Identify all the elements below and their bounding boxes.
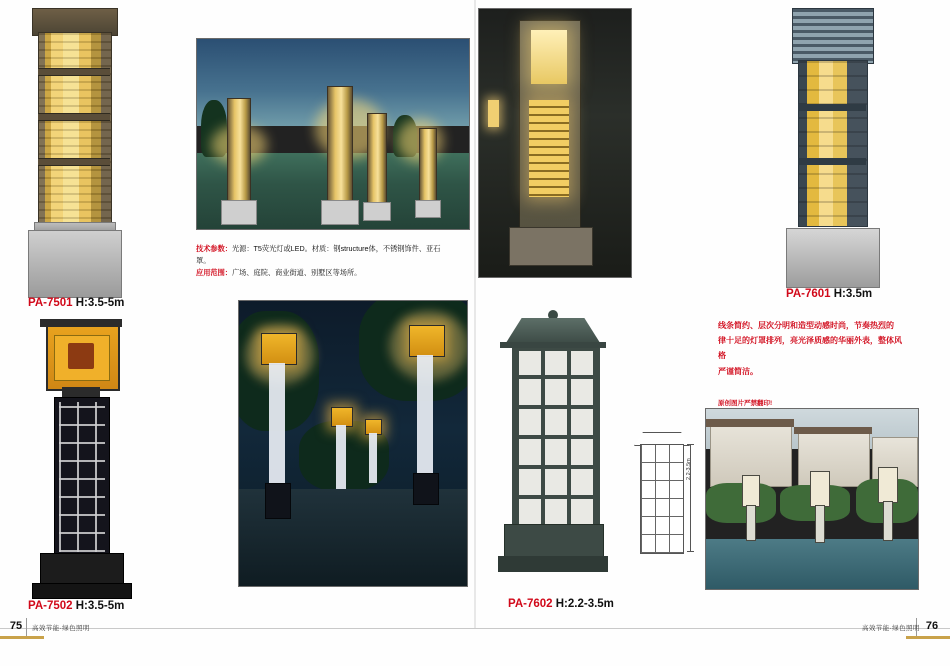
- tower-light-strip: [529, 100, 569, 196]
- tower-plinth: [509, 227, 593, 267]
- product-code: PA-7602: [508, 598, 553, 610]
- footer-accent-right: [906, 636, 950, 639]
- photo-content: [239, 301, 467, 586]
- lamp-segment: [38, 68, 110, 76]
- description-note: [718, 318, 903, 379]
- footer-divider: [0, 628, 950, 629]
- lamp-shaft: [369, 433, 377, 483]
- product-illustration-pa-7602: [498, 310, 608, 600]
- lamp-base: [265, 483, 291, 519]
- drawing-body: [640, 444, 684, 554]
- page-gutter: [474, 0, 476, 628]
- lamp-head: [331, 407, 353, 427]
- footer-rule: [26, 618, 27, 636]
- spec-tech-text: 光源：T5荧光灯或LED。材质：钢structure体，不锈钢饰件、亚石罩。: [196, 244, 441, 265]
- footer-accent-left: [0, 636, 44, 639]
- photo-content: [197, 39, 469, 229]
- lamp-segment: [38, 113, 110, 121]
- page-number-right: 76: [925, 620, 939, 632]
- note-line-1: 线条简约、层次分明和造型动感时尚，节奏热烈的: [718, 321, 894, 330]
- lamp-column: [227, 98, 251, 206]
- footer-brand-right: 高效节能·绿色照明: [862, 625, 920, 632]
- lamp-head: [742, 475, 760, 507]
- photo-resort-daytime: [705, 408, 919, 590]
- lamp-shaft: [336, 425, 346, 489]
- photo-content: [706, 409, 918, 589]
- lamp-shaft: [883, 501, 893, 541]
- drawing-dimension-label: 2.2-3.5m: [686, 458, 692, 480]
- side-lamp: [488, 100, 499, 127]
- caption-pa-7602: [508, 598, 614, 610]
- spec-apply-label: 应用范围：: [196, 267, 232, 277]
- caption-pa-7601: [786, 288, 872, 300]
- spec-tech-line: [196, 243, 446, 267]
- tower-light-panel: [531, 30, 567, 84]
- photo-plaza-night: [196, 38, 470, 230]
- page-number-left: 75: [9, 620, 23, 632]
- lamp-head: [878, 467, 898, 503]
- lamp-body: [798, 60, 868, 227]
- product-illustration-pa-7601: [786, 8, 878, 290]
- water: [706, 539, 918, 589]
- lamp-shaft: [746, 505, 756, 541]
- caption-pa-7502: [28, 600, 124, 612]
- vegetation: [706, 483, 776, 523]
- lamp-plinth: [32, 583, 132, 599]
- spec-tech-label: 技术参数：: [196, 244, 232, 253]
- lantern-neck: [62, 387, 100, 397]
- louver-top: [792, 8, 874, 64]
- roof: [794, 427, 872, 434]
- note-line-3: 严谨简洁。: [718, 366, 758, 376]
- lamp-stone-base: [786, 228, 880, 288]
- product-code: PA-7502: [28, 600, 73, 612]
- lamp-band: [798, 158, 866, 165]
- note-line-2: 律十足的灯罩排列，亮光泽质感的华丽外表，整体风格: [718, 336, 902, 361]
- lamp-base: [413, 473, 439, 505]
- lamp-stone-base: [28, 230, 122, 298]
- lamp-head: [810, 471, 830, 507]
- footer-brand-left: 高效节能·绿色照明: [32, 625, 90, 632]
- lamp-head: [409, 325, 445, 357]
- lamp-column: [419, 128, 437, 206]
- photo-content: [479, 9, 631, 277]
- lamp-column: [327, 86, 353, 206]
- lamp-body: [54, 397, 110, 557]
- photo-tower-night: [478, 8, 632, 278]
- lamp-base: [321, 200, 359, 225]
- lamp-base: [221, 200, 257, 225]
- lamp-body: [38, 32, 112, 229]
- product-code: PA-7501: [28, 297, 73, 309]
- product-illustration-pa-7501: [28, 8, 120, 298]
- product-size: H:3.5-5m: [75, 600, 125, 612]
- lamp-shaft: [815, 505, 825, 543]
- technical-drawing: [630, 430, 700, 560]
- lamp-shaft: [417, 355, 433, 473]
- product-code: PA-7601: [786, 288, 831, 300]
- lantern-glyph: [68, 343, 94, 369]
- lantern-base: [504, 524, 604, 560]
- spec-apply-text: 广场、庭院、商业街道、别墅区等场所。: [231, 267, 362, 277]
- spec-block: [196, 243, 446, 279]
- lamp-base: [363, 202, 391, 221]
- lantern-plinth: [498, 556, 608, 572]
- roof: [706, 419, 794, 427]
- product-size: H:3.5m: [833, 288, 873, 300]
- lamp-segment: [38, 158, 110, 166]
- photo-avenue-night: [238, 300, 468, 587]
- lantern-body: [512, 348, 600, 532]
- product-size: H:3.5-5m: [75, 297, 125, 309]
- lamp-shaft: [269, 363, 285, 483]
- building: [798, 431, 870, 487]
- spec-apply-line: [196, 267, 446, 279]
- copyright-note: 原创图片严禁翻印!: [718, 400, 773, 407]
- lamp-head: [261, 333, 297, 365]
- lamp-band: [798, 104, 866, 111]
- lamp-base: [415, 200, 441, 217]
- caption-pa-7501: [28, 297, 124, 309]
- product-illustration-pa-7502: [28, 325, 134, 600]
- lamp-column: [367, 113, 387, 206]
- product-size: H:2.2-3.5m: [555, 598, 614, 610]
